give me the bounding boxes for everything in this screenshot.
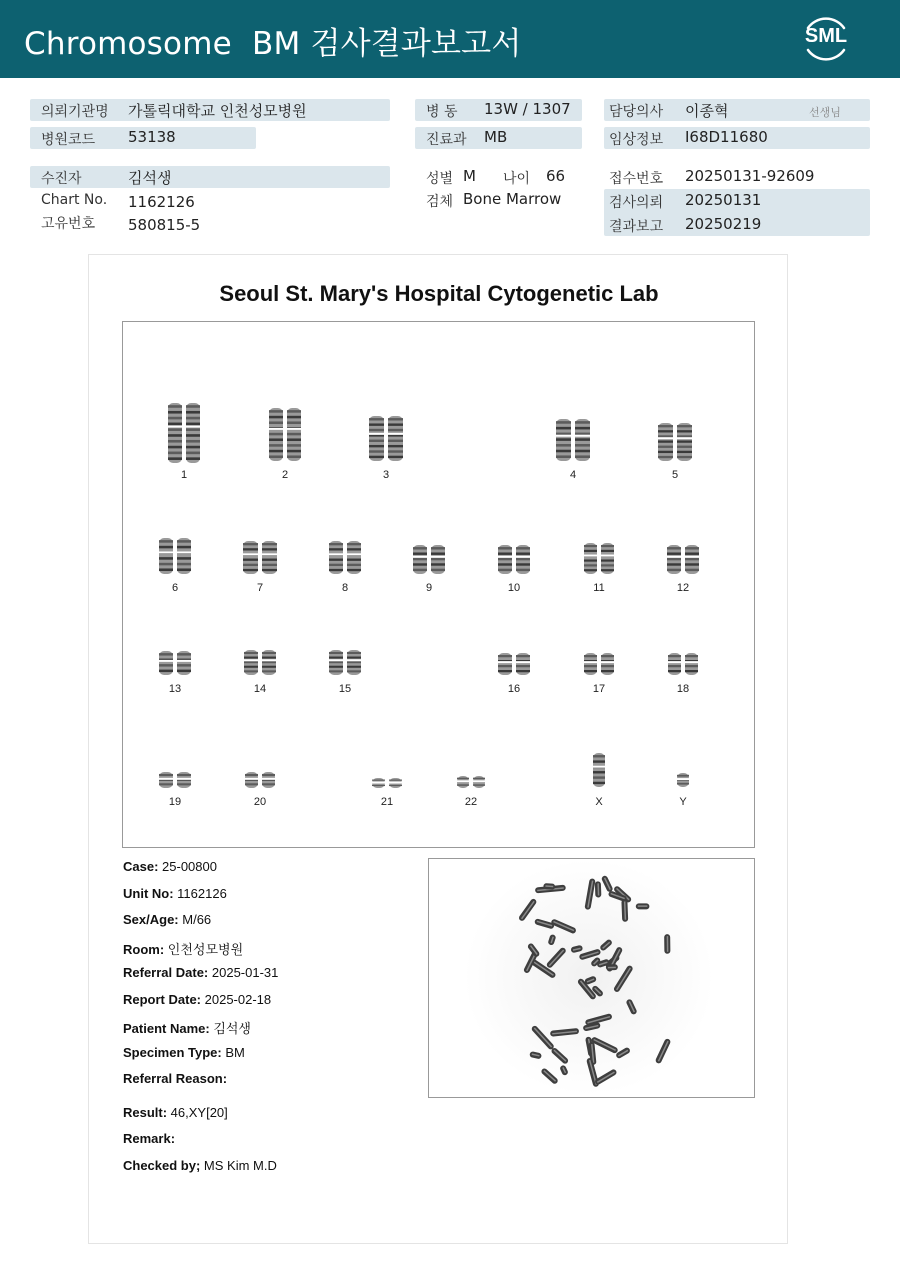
- chromosome-label-3: 3: [382, 469, 390, 481]
- chromosome-label-17: 17: [592, 683, 606, 695]
- detail-label: Unit No:: [123, 886, 174, 901]
- doctor-value: 이종혁: [685, 102, 729, 120]
- examinee-bar: [30, 166, 390, 188]
- report-title: Chromosome BM 검사결과보고서: [24, 26, 522, 62]
- chromosome-19: [158, 771, 192, 789]
- detail-value: MS Kim M.D: [200, 1158, 277, 1173]
- unique-no-value: 580815-5: [128, 216, 201, 234]
- detail-sexage: [123, 912, 211, 927]
- chromosome-label-19: 19: [168, 796, 182, 808]
- chromosome-16: [497, 652, 531, 676]
- chromosome-label-20: 20: [253, 796, 267, 808]
- metaphase-chromosome: [664, 934, 670, 954]
- unique-no-label: 고유번호: [41, 216, 96, 232]
- chromosome-22: [456, 775, 486, 789]
- chromosome-label-21: 21: [380, 796, 394, 808]
- request-value: 20250131: [685, 191, 762, 209]
- chromosome-label-x: X: [595, 796, 603, 808]
- detail-referralreason: [123, 1071, 227, 1086]
- chromosome-label-2: 2: [281, 469, 289, 481]
- chromosome-9: [412, 544, 446, 575]
- chromosome-2: [268, 407, 302, 462]
- receipt-label: 접수번호: [609, 171, 664, 187]
- chromosome-label-12: 12: [676, 582, 690, 594]
- detail-room: [123, 939, 243, 958]
- detail-label: Patient Name:: [123, 1021, 210, 1036]
- metaphase-chromosome: [543, 883, 555, 890]
- examinee-value: 김석생: [128, 169, 172, 187]
- chromosome-14: [243, 649, 277, 676]
- chromosome-label-9: 9: [425, 582, 433, 594]
- detail-value: 46,XY[20]: [167, 1105, 228, 1120]
- chromosome-11: [583, 542, 615, 575]
- chromosome-6: [158, 537, 192, 575]
- chromosome-8: [328, 540, 362, 575]
- detail-remark: [123, 1131, 175, 1146]
- detail-value: M/66: [178, 912, 212, 927]
- karyogram: [122, 321, 755, 848]
- chromosome-label-5: 5: [671, 469, 679, 481]
- chromosome-y: [676, 772, 690, 788]
- detail-referraldate: [123, 965, 278, 980]
- detail-value: 인천성모병원: [164, 942, 244, 957]
- chromosome-label-y: Y: [679, 796, 687, 808]
- receipt-value: 20250131-92609: [685, 167, 815, 185]
- chromosome-label-1: 1: [180, 469, 188, 481]
- karyotype-report: [88, 254, 788, 1244]
- chromosome-1: [167, 402, 201, 464]
- chromosome-18: [667, 652, 699, 676]
- detail-value: 2025-01-31: [208, 965, 279, 980]
- detail-value: 2025-02-18: [201, 992, 272, 1007]
- specimen-label: 검체: [426, 194, 454, 210]
- chart-no-label: Chart No.: [41, 192, 108, 208]
- detail-value: 김석생: [209, 1021, 251, 1036]
- hospital-code-label: 병원코드: [41, 132, 96, 148]
- clinical-value: I68D11680: [685, 128, 768, 146]
- report-header: [0, 0, 900, 78]
- hospital-code-value: 53138: [128, 128, 176, 146]
- chromosome-label-8: 8: [341, 582, 349, 594]
- detail-label: Referral Reason:: [123, 1071, 228, 1086]
- chromosome-21: [371, 777, 403, 789]
- chromosome-4: [555, 418, 591, 462]
- chromosome-label-18: 18: [676, 683, 690, 695]
- detail-checkedby: [123, 1158, 277, 1173]
- ward-value: 13W / 1307: [484, 100, 571, 118]
- chromosome-label-10: 10: [507, 582, 521, 594]
- detail-reportdate: [123, 992, 271, 1007]
- detail-value: BM: [221, 1045, 245, 1060]
- metaphase-spread-icon: [429, 859, 755, 1098]
- chromosome-label-16: 16: [507, 683, 521, 695]
- chromosome-label-4: 4: [569, 469, 577, 481]
- chromosome-7: [242, 540, 278, 575]
- chromosome-20: [244, 771, 276, 789]
- detail-value: 1162126: [173, 886, 227, 901]
- detail-specimentype: [123, 1045, 245, 1060]
- detail-label: Result:: [123, 1105, 168, 1120]
- detail-unitno: [123, 886, 227, 901]
- chromosome-12: [666, 544, 700, 575]
- doctor-label: 담당의사: [609, 104, 664, 120]
- chromosome-label-15: 15: [338, 683, 352, 695]
- detail-label: Sex/Age:: [123, 912, 179, 927]
- specimen-value: Bone Marrow: [463, 190, 562, 208]
- metaphase-chromosome: [595, 881, 602, 897]
- chromosome-15: [328, 649, 362, 676]
- lab-title: Seoul St. Mary's Hospital Cytogenetic Lab: [219, 281, 659, 306]
- chromosome-17: [583, 652, 615, 676]
- ward-label: 병 동: [426, 104, 458, 120]
- chromosome-10: [497, 544, 531, 575]
- detail-case: [123, 859, 217, 874]
- logo-text: SML: [804, 25, 848, 47]
- chromosome-3: [368, 415, 404, 462]
- detail-label: Room:: [123, 942, 165, 957]
- chromosome-5: [657, 422, 693, 462]
- department-label: 진료과: [426, 132, 467, 148]
- chromosome-label-14: 14: [253, 683, 267, 695]
- detail-label: Remark:: [123, 1131, 176, 1146]
- detail-label: Case:: [123, 859, 159, 874]
- detail-label: Specimen Type:: [123, 1045, 222, 1060]
- metaphase-image: [428, 858, 755, 1098]
- institution-label: 의뢰기관명: [41, 104, 109, 120]
- department-value: MB: [484, 128, 508, 146]
- chromosome-label-13: 13: [168, 683, 182, 695]
- chromosome-label-11: 11: [593, 582, 605, 594]
- metaphase-chromosome: [621, 899, 628, 922]
- age-value: 66: [546, 167, 566, 185]
- chromosome-x: [592, 752, 606, 788]
- sml-logo: [800, 12, 852, 64]
- detail-result: [123, 1105, 228, 1120]
- clinical-label: 임상정보: [609, 132, 664, 148]
- sex-label: 성별: [426, 171, 454, 187]
- metaphase-chromosome: [636, 903, 650, 909]
- report-date-label: 결과보고: [609, 219, 664, 235]
- age-label: 나이: [503, 171, 531, 187]
- chromosome-label-7: 7: [256, 582, 264, 594]
- doctor-suffix: 선생님: [809, 106, 841, 119]
- chromosome-label-6: 6: [171, 582, 179, 594]
- detail-label: Referral Date:: [123, 965, 209, 980]
- examinee-label: 수진자: [41, 171, 82, 187]
- report-date-value: 20250219: [685, 215, 762, 233]
- chart-no-value: 1162126: [128, 193, 195, 211]
- chromosome-label-22: 22: [464, 796, 478, 808]
- detail-value: 25-00800: [158, 859, 217, 874]
- sex-value: M: [463, 167, 476, 185]
- detail-label: Checked by;: [123, 1158, 201, 1173]
- chromosome-13: [158, 650, 192, 676]
- detail-patientname: [123, 1018, 251, 1037]
- request-label: 검사의뢰: [609, 195, 664, 211]
- institution-value: 가톨릭대학교 인천성모병원: [128, 102, 307, 120]
- detail-label: Report Date:: [123, 992, 202, 1007]
